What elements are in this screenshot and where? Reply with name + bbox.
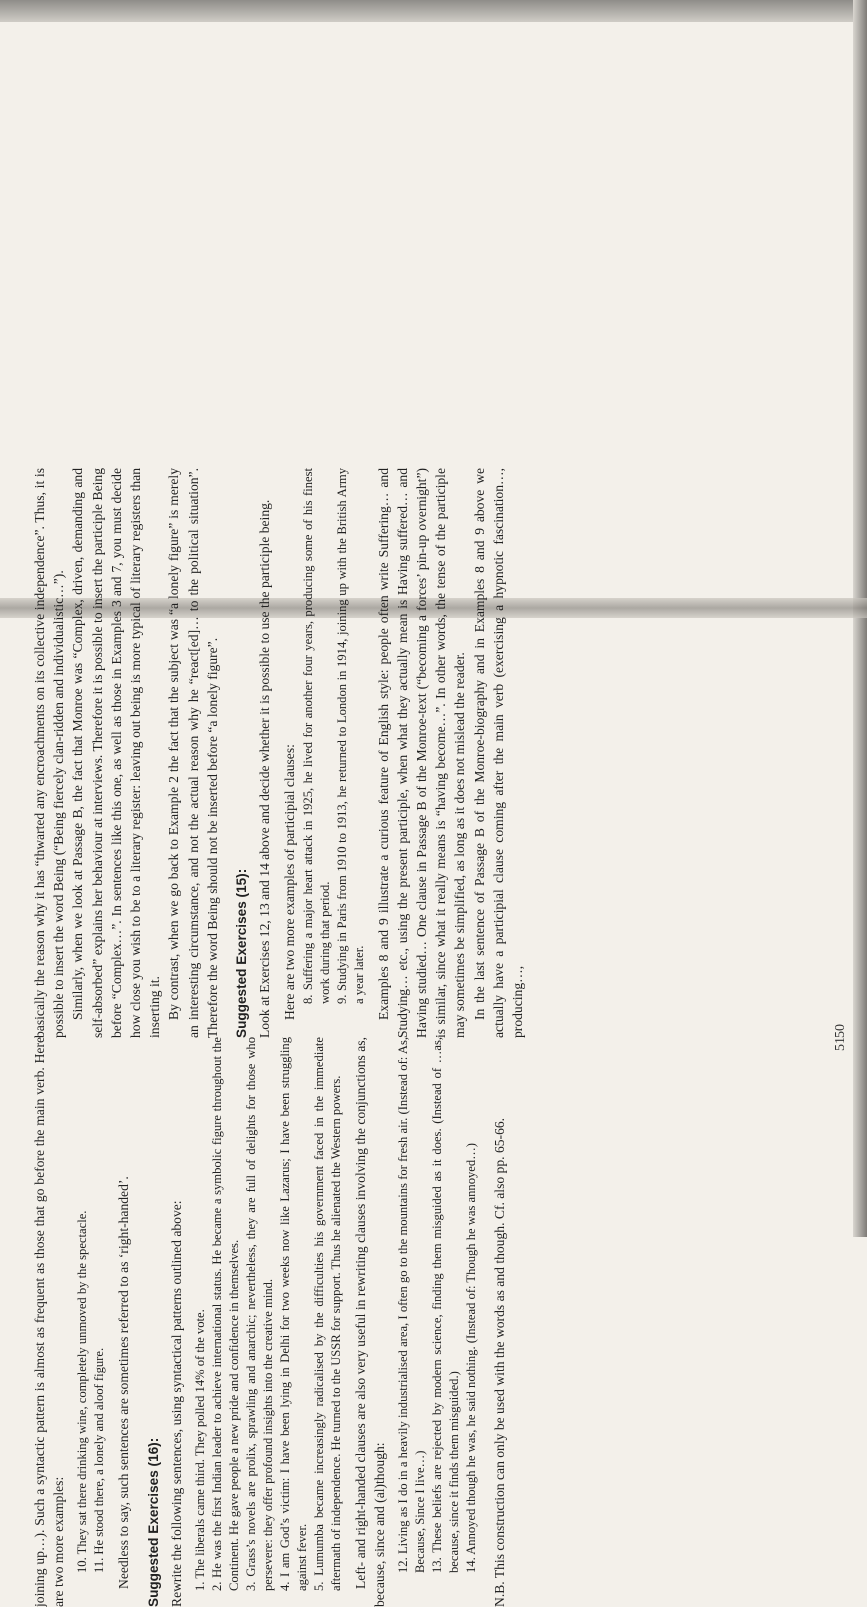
exercise-item: 4. I am God’s victim: I have been lying in Delhi for two weeks now like Lazarus; I have been struggling against fever. (278, 1037, 310, 1591)
example-item: 11. He stood there, a lonely and aloof figure. (92, 1347, 107, 1573)
paragraph: Look at Exercises 12, 13 and 14 above and decide whether it is possible to use the participle being. (257, 499, 273, 1038)
paragraph: basically the reason why it has “thwarted any encroachments on its collective independence”. Thus, it is possible to insert the word Being (“Being fiercely clan-ridden and individualistic…”). (32, 468, 67, 1038)
page-number: 51 (832, 1037, 848, 1051)
left-page (30, 468, 850, 1038)
section-heading: Suggested Exercises (16): (145, 1437, 161, 1607)
example-item: 9. Studying in Paris from 1910 to 1913, he returned to London in 1914, joining up with the British Army a year later. (334, 468, 366, 1004)
paragraph: Examples 8 and 9 illustrate a curious feature of English style: people often write Suffering… and Studying… etc., using the present participle, when what they actually mean is Having suffered… and Having studied… One clause in Passage B of the Monroe-text (“becoming a forces’ pin-up overnight”) is similar, since what it really means is “having become…”. In other words, the tense of the participle may sometimes be simplified, as long as it does not mislead the reader. (375, 468, 468, 1038)
example-item: 12. Living as I do in a heavily industrialised area, I often go to the mountains for fresh air. (Instead of: As, Because, Since I live…) (396, 1037, 428, 1573)
example-item: 10. They sat there drinking wine, completely unmoved by the spectacle. (75, 1210, 90, 1573)
paragraph: Here are two more examples of participial clauses: (282, 744, 298, 1020)
exercise-item: 3. Grass’s novels are prolix, sprawling and anarchic; nevertheless, they are full of delights for those who persevere: they offer profound insights into the creative mind. (244, 1037, 276, 1591)
paragraph: By contrast, when we go back to Example 2 the fact that the subject was “a lonely figure” is merely an interesting circumstance, and not the actual reason why he “react[ed]… to the political situation”. Therefore the word Being should not be inserted before “a lonely figure”. (166, 468, 220, 1038)
section-heading: Suggested Exercises (15): (234, 868, 250, 1038)
example-item: 13. These beliefs are rejected by modern science, finding them misguided as it does. (Instead of …as, because, since it finds them misguided.) (430, 1037, 462, 1573)
example-item: 8. Suffering a major heart attack in 1925, he lived for another four years, producing some of his finest work during that period. (300, 468, 332, 1004)
paragraph: joining up…). Such a syntactic pattern is almost as frequent as those that go before the main verb. Here are two more examples: (32, 1037, 67, 1607)
page-number: 50 (832, 1024, 848, 1038)
paragraph: Left- and right-handed clauses are also very useful in rewriting clauses involving the conjunctions as, because, since and (al)though: (353, 1037, 388, 1607)
example-item: 14. Annoyed though he was, he said nothing. (Instead of: Though he was annoyed…) (464, 1143, 479, 1573)
exercise-item: 2. He was the first Indian leader to achieve international status. He became a symbolic figure throughout the Continent. He gave people a new pride and confidence in themselves. (210, 1037, 242, 1591)
exercise-item: 1. The liberals came third. They polled 14% of the vote. (193, 1309, 208, 1591)
scan-edge-top (0, 0, 867, 22)
scan-edge-right (853, 0, 867, 1237)
paragraph: Rewrite the following sentences, using syntactical patterns outlined above: (168, 1200, 184, 1607)
exercise-item: 5. Lumumba became increasingly radicalised by the difficulties his government faced in the immediate aftermath of independence. He turned to the USSR for support. Thus he alienated the Western powers. (312, 1037, 344, 1591)
paragraph: Similarly, when we look at Passage B, the fact that Monroe was “Complex, driven, demanding and self-absorbed” explains her behaviour at interviews. Therefore it is possible to insert the participle Being before “Complex…”. In sentences like this one, as well as those in Examples 3 and 7, you must decide how close you wish to be to a literary register: leaving out being is more typical of literary registers than inserting it. (70, 468, 163, 1038)
paragraph: In the last sentence of Passage B of the Monroe-biography and in Examples 8 and 9 above we actually have a participial clause coming after the main verb (exercising a hypnotic fascination…, producing…, (471, 468, 526, 1038)
paragraph: Needless to say, such sentences are sometimes referred to as ‘right-handed’. (116, 1176, 132, 1589)
right-page (30, 1037, 850, 1607)
note-paragraph: N.B. This construction can only be used with the words as and though. Cf. also pp. 65-66. (492, 1117, 508, 1607)
